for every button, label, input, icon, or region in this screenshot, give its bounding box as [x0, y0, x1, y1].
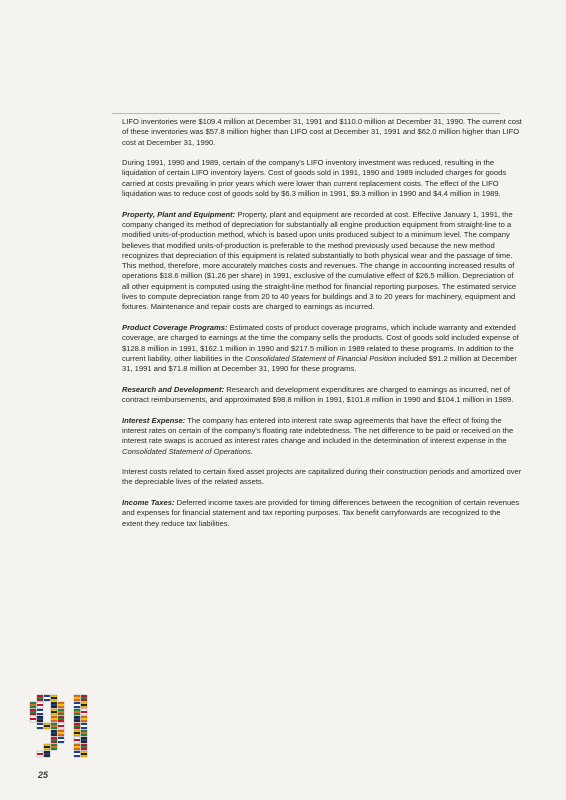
- flag-tile-band: [51, 725, 57, 727]
- interest-paragraph: [122, 416, 522, 457]
- property-paragraph: [122, 210, 522, 313]
- lifo-liquidation-paragraph: During 1991, 1990 and 1989, certain of the company's LIFO inventory investment was reduced, resulting in the liquidation of certain LIFO inventory layers. Cost of goods sold in 1991, 1990 and 1989 included charges for goods carried at costs prevailing in prior years which were lower than current replacement costs. The effect of the LIFO liquidation was to reduce cost of goods sold by $6.3 million in 1991, $9.3 million in 1990 and $4.4 million in 1989.: [122, 158, 507, 199]
- flag-tile-band: [51, 718, 57, 720]
- flag-tile-band: [74, 718, 80, 720]
- flag-tile-band: [51, 746, 57, 748]
- flag-tile-band: [51, 704, 57, 706]
- flag-tile-band: [81, 697, 87, 699]
- coverage-paragraph: [122, 323, 522, 374]
- flag-tile-band: [74, 704, 80, 706]
- income-taxes-heading: Income Taxes:: [122, 497, 175, 507]
- income-taxes-paragraph: [122, 498, 522, 529]
- flag-tile-band: [44, 697, 50, 699]
- flag-tile-band: [74, 697, 80, 699]
- flag-tile-band: [37, 725, 43, 727]
- flag-tile-band: [30, 718, 36, 720]
- research-text: Research and development expenditures are charged to earnings as incurred, net of contract reimbursements, and approximated $98.8 million in 1991, $101.8 million in 1990 and $104.1 million in 1989.: [122, 384, 514, 405]
- flag-tile-band: [58, 725, 64, 727]
- flag-tile-band: [37, 697, 43, 699]
- flag-tile-band: [81, 732, 87, 734]
- flag-tile-band: [30, 704, 36, 706]
- property-text: Property, plant and equipment are recorded at cost. Effective January 1, 1991, the company changed its method of depreciation for substantially all engine production equipment from straight-line to a modified units-of-production method, which is based upon units produced subject to a minimum level. The company believes that modified units-of-production is preferable to the method previously used because the new method recognizes that depreciation of this equipment is related substantially to both physical wear and the passage of time. This method, therefore, more accurately matches costs and revenues. The change in accounting increased results of operations $18.6 million ($1.26 per share) in 1991, exclusive of the cumulative effect of $26.5 million. Depreciation of all other equipment is computed using the straight-line method for financial reporting purposes. The estimated service lives to compute depreciation range from 20 to 40 years for buildings and 3 to 20 years for machinery, equipment and fixtures. Maintenance and repair costs are charged to earnings as incurred.: [122, 209, 517, 312]
- interest-heading: Interest Expense:: [122, 415, 186, 425]
- interest-text-1: The company has entered into interest rate swap agreements that have the effect of fixing the interest rates on certain of the company's floating rate indebtedness. The net difference to be paid or received on the interest rate swaps is accrued as interest rates change and included in the determination of interest expense in the: [122, 415, 514, 446]
- flag-tile-band: [44, 746, 50, 748]
- flag-tile-band: [51, 711, 57, 713]
- flag-tile-band: [44, 753, 50, 755]
- top-rule: [112, 113, 500, 114]
- coverage-statement-ref: Consolidated Statement of Financial Position: [245, 353, 397, 363]
- flag-tile-band: [81, 739, 87, 741]
- lifo-inventory-paragraph: LIFO inventories were $109.4 million at December 31, 1991 and $110.0 million at December 31, 1990. The current cost of these inventories was $57.8 million higher than LIFO cost at December 31, 1991 and $62.0 million higher than LIFO cost at December 31, 1990.: [122, 117, 522, 147]
- coverage-text-1: Estimated costs of product coverage programs, which include warranty and extended coverage, are charged to earnings at the time the company sells the products. Cost of goods sold included expense of $128.8 million in 1991, $162.1 million in 1990 and $217.5 million in 1989 related to these programs. In addition to the current liability, other liabilities in the: [122, 322, 519, 363]
- flag-tile-band: [37, 718, 43, 720]
- flag-tile-band: [51, 732, 57, 734]
- flag-91-logo: [22, 693, 102, 763]
- flag-tile-band: [74, 711, 80, 713]
- flag-tile-band: [58, 704, 64, 706]
- research-heading: Research and Development:: [122, 384, 225, 394]
- flag-tile-band: [58, 718, 64, 720]
- flag-tile-band: [58, 739, 64, 741]
- flag-tile-band: [74, 753, 80, 755]
- flag-tile-band: [74, 746, 80, 748]
- flag-tile-band: [81, 753, 87, 755]
- page-number: 25: [38, 770, 49, 780]
- flag-tile-band: [37, 753, 43, 755]
- flag-tile-band: [81, 711, 87, 713]
- research-paragraph: [122, 385, 522, 406]
- flag-tile-band: [81, 704, 87, 706]
- flag-tile-band: [58, 732, 64, 734]
- flag-tile-band: [44, 725, 50, 727]
- flag-tile-band: [51, 697, 57, 699]
- income-taxes-text: Deferred income taxes are provided for timing differences between the recognition of certain revenues and expenses for financial statement and tax reporting purposes. Tax benefit carryforwards are recognized to the extent they reduce tax liabilities.: [122, 497, 520, 528]
- flag-tile-band: [58, 711, 64, 713]
- interest-capitalized-paragraph: Interest costs related to certain fixed asset projects are capitalized during their construction periods and amortized over the depreciable lives of the related assets.: [122, 467, 522, 487]
- flag-tile-band: [81, 725, 87, 727]
- flag-tile-band: [37, 711, 43, 713]
- coverage-heading: Product Coverage Programs:: [122, 322, 228, 332]
- flag-tile-band: [74, 725, 80, 727]
- flag-tile-band: [74, 732, 80, 734]
- flag-tile-band: [74, 739, 80, 741]
- flag-tile-band: [81, 718, 87, 720]
- flag-tile-band: [51, 739, 57, 741]
- flag-tile-band: [30, 711, 36, 713]
- flag-tile-band: [37, 704, 43, 706]
- notes-body: [122, 117, 522, 539]
- interest-statement-ref: Consolidated Statement of Operations.: [122, 446, 253, 456]
- flag-tile-band: [81, 746, 87, 748]
- property-heading: Property, Plant and Equipment:: [122, 209, 236, 219]
- coverage-text-2: included $91.2 million at December 31, 1991 and $71.8 million at December 31, 1990 for these programs.: [122, 353, 517, 374]
